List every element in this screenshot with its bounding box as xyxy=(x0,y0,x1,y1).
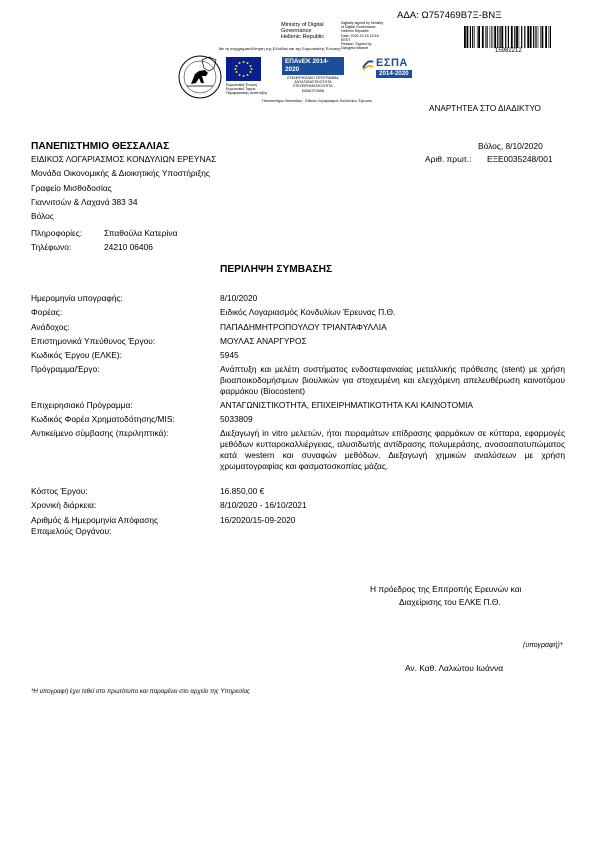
field-value: 8/10/2020 - 16/10/2021 xyxy=(220,500,307,510)
signer-name: Αν. Καθ. Λαλιώτου Ιωάννα xyxy=(405,663,504,673)
eu-caption-line: Ευρωπαϊκό Ταμείο xyxy=(226,87,256,92)
field-label: Ημερομηνία υπογραφής: xyxy=(31,293,123,303)
signer-line: Reason: Signed by xyxy=(341,42,372,47)
unit-name: Μονάδα Οικονομικής & Διοικητικής Υποστήριξης xyxy=(31,168,210,178)
eu-flag-logo xyxy=(226,57,261,81)
ministry-line: Governance xyxy=(281,28,312,35)
barcode-bar xyxy=(550,26,551,48)
epanek-line: ΑΝΤΑΓΩΝΙΣΤΙΚΟΤΗΤΑ xyxy=(294,80,332,85)
barcode-bar xyxy=(519,26,520,48)
epanek-line: ΚΑΙΝΟΤΟΜΙΑ xyxy=(301,88,325,93)
phone-value: 24210 06406 xyxy=(104,242,153,252)
barcode-bar xyxy=(487,26,488,48)
field-label: Φορέας: xyxy=(31,307,63,317)
signer-line: Digitally signed by Ministry xyxy=(341,21,384,25)
barcode-bar xyxy=(524,26,525,48)
barcode-bar xyxy=(491,26,492,48)
epanek-logo xyxy=(282,57,344,93)
signer-line: Date: 2020.10.16 15:18 xyxy=(341,33,379,38)
barcode-bar xyxy=(533,26,534,48)
barcode-bar xyxy=(501,26,503,48)
barcode-bar xyxy=(538,26,539,48)
barcode-bar xyxy=(467,26,469,48)
city: Βόλος xyxy=(31,211,54,221)
info-value: Σπαθούλα Κατερίνα xyxy=(104,228,178,238)
barcode-bar xyxy=(482,26,484,48)
publish-note: ΑΝΑΡΤΗΤΕΑ ΣΤΟ ΔΙΑΔΙΚΤΥΟ xyxy=(429,104,541,113)
barcode-bar xyxy=(542,26,544,48)
field-label: Κόστος Έργου: xyxy=(31,486,88,496)
epanek-line: ΕΠΙΧΕΙΡΗΣΙΑΚΟ ΠΡΟΓΡΑΜΜΑ xyxy=(287,76,339,80)
ada-number: ΑΔΑ: Ω757469Β7Ξ-ΒΝΞ xyxy=(397,10,502,21)
barcode-bar xyxy=(485,26,486,48)
cofinance-note: Με τη συγχρηματοδότηση της Ελλάδας και της Ευρωπαϊκής Ένωσης xyxy=(219,46,341,51)
barcode-bar xyxy=(494,26,496,48)
field-label: Ανάδοχος: xyxy=(31,322,70,332)
barcode-bar xyxy=(540,26,541,48)
field-label-line: Επαμελούς Οργάνου: xyxy=(31,526,112,536)
espa-swirl-icon xyxy=(361,58,375,72)
field-value: 5945 xyxy=(220,350,239,360)
barcode-bar xyxy=(530,26,532,48)
signer-role-line2: Διαχείρισης του ΕΛΚΕ Π.Θ. xyxy=(399,597,501,607)
barcode-bar xyxy=(505,26,506,48)
field-value: 16.850,00 € xyxy=(220,486,265,496)
field-value: Ειδικός Λογαριασμός Κονδυλίων Έρευνας Π.Θ. xyxy=(220,307,396,317)
field-label: Πρόγραμμα/Έργο: xyxy=(31,364,100,374)
eu-stars-icon xyxy=(226,57,261,81)
epanek-title: ΕΠΑνΕΚ 2014-2020 xyxy=(282,57,344,75)
greek-emblem-icon xyxy=(200,56,218,72)
eu-caption-line: Ευρωπαϊκή Ένωση xyxy=(226,83,257,87)
logo-footer: Πανεπιστήμιο Θεσσαλίας · Ειδικός Λογαριασμός Κονδυλίων Έρευνας xyxy=(262,99,373,103)
field-label: Κωδικός Φορέα Χρηματοδότησης/MIS: xyxy=(31,414,175,424)
info-label: Πληροφορίες: xyxy=(31,228,83,238)
signer-line: of Digital Governance, xyxy=(341,25,377,30)
field-label: Αντικείμενο σύμβασης (περιληπτικά): xyxy=(31,428,169,438)
signer-line: EEST xyxy=(341,37,351,42)
phone-label: Τηλέφωνο: xyxy=(31,242,72,252)
barcode-bar xyxy=(464,26,466,48)
barcode-bar xyxy=(472,26,473,48)
epanek-line: ΕΠΙΧΕΙΡΗΜΑΤΙΚΟΤΗΤΑ xyxy=(293,84,333,89)
field-label: Επιχειρησιακό Πρόγραμμα: xyxy=(31,400,133,410)
ministry-line: Ministry of Digital xyxy=(281,22,324,28)
barcode-bar xyxy=(545,26,547,48)
barcode-number: 15982212 xyxy=(495,48,522,54)
protocol-value: ΕΞΕ0035248/001 xyxy=(487,154,553,164)
university-name: ΠΑΝΕΠΙΣΤΗΜΙΟ ΘΕΣΣΑΛΙΑΣ xyxy=(31,141,170,152)
field-value: 16/2020/15-09-2020 xyxy=(220,515,296,525)
barcode xyxy=(464,26,553,48)
barcode-bar xyxy=(508,26,509,48)
barcode-bar xyxy=(477,26,478,48)
field-value: 8/10/2020 xyxy=(220,293,258,303)
barcode-bar xyxy=(535,26,536,48)
field-label xyxy=(31,515,217,537)
field-value: ΜΟΥΛΑΣ ΑΝΑΡΓΥΡΟΣ xyxy=(220,336,307,346)
eu-caption xyxy=(226,83,267,96)
address: Γιαννιτσών & Λαχανά 383 34 xyxy=(31,197,138,207)
espa-years: 2014-2020 xyxy=(376,70,412,78)
account-name: ΕΙΔΙΚΟΣ ΛΟΓΑΡΙΑΣΜΟΣ ΚΟΝΔΥΛΙΩΝ ΕΡΕΥΝΑΣ xyxy=(31,154,217,164)
place-date: Βόλος, 8/10/2020 xyxy=(478,141,543,151)
signer-line: Diavgeia Intranet xyxy=(341,46,369,51)
field-value: 5033809 xyxy=(220,414,253,424)
document-title: ΠΕΡΙΛΗΨΗ ΣΥΜΒΑΣΗΣ xyxy=(220,264,333,275)
barcode-bar xyxy=(549,26,550,48)
office-name: Γραφείο Μισθοδοσίας xyxy=(31,183,112,193)
barcode-bar xyxy=(527,26,529,48)
espa-logo xyxy=(361,57,415,83)
barcode-bar xyxy=(511,26,513,48)
field-value: ΑΝΤΑΓΩΝΙΣΤΙΚΟΤΗΤΑ, ΕΠΙΧΕΙΡΗΜΑΤΙΚΟΤΗΤΑ ΚΑΙ ΚΑΙΝΟΤΟΜΙΑ xyxy=(220,400,474,410)
signer-line: Hellenic Republic xyxy=(341,29,369,34)
field-label: Χρονική διάρκεια: xyxy=(31,500,97,510)
barcode-bar xyxy=(470,26,471,48)
field-value: ΠΑΠΑΔΗΜΗΤΡΟΠΟΥΛΟΥ ΤΡΙΑΝΤΑΦΥΛΛΙΑ xyxy=(220,322,387,332)
barcode-bar xyxy=(514,26,515,48)
barcode-bar xyxy=(516,26,518,48)
barcode-bar xyxy=(474,26,475,48)
eu-caption-line: Περιφερειακής Ανάπτυξης xyxy=(226,91,268,96)
signer-role-line1: Η πρόεδρος της Επιτροπής Ερευνών και xyxy=(370,584,522,594)
field-label: Κωδικός Έργου (ΕΛΚΕ): xyxy=(31,350,122,360)
barcode-bar xyxy=(500,26,501,48)
espa-title: ΕΣΠΑ xyxy=(376,57,408,69)
barcode-bar xyxy=(497,26,498,48)
field-label: Επιστημονικά Υπεύθυνος Έργου: xyxy=(31,336,156,346)
ministry-name xyxy=(281,22,324,41)
signed-note: (υπογραφή)* xyxy=(523,642,563,649)
digital-signature-info xyxy=(341,21,383,50)
barcode-bar xyxy=(493,26,494,48)
protocol-label: Αριθ. πρωτ.: xyxy=(425,154,472,164)
field-value: Διεξαγωγή in vitro μελετών, ήτοι πειραμάτων επίδρασης φαρμάκων σε κύτταρα, εφαρμογές μεθόδων κυτταροκαλλιέργειας, αλυσιδωτής αντίδρασης πολυμεράσης, ανοσοαποτυπώματος κατά western και συναφών μεθόδων. Διεξαγωγή χημικών αναλύσεων με χρήση χρωματογραφίας και φασματοσκοπίας μάζας. xyxy=(220,428,565,471)
field-value: Ανάπτυξη και μελέτη συστήματος ενδοστεφανιαίας μεταλλικής πρόθεσης (stent) με χρήση βιοαποικοδομήσιμων βιουλικών για στοχευμένη και ελεγχόμενη απελευθέρωση καινοτόμου φαρμάκου (Biocostent) xyxy=(220,364,565,396)
barcode-bar xyxy=(490,26,491,48)
footnote: *Η υπογραφή έχει τεθεί στο πρωτότυπο και παραμένει στο αρχείο της Υπηρεσίας xyxy=(31,688,251,695)
field-label-line: Αριθμός & Ημερομηνία Απόφασης xyxy=(31,515,159,525)
ministry-line: Hellenic Republic xyxy=(281,34,325,41)
barcode-bar xyxy=(521,26,522,48)
barcode-bar xyxy=(478,26,480,48)
